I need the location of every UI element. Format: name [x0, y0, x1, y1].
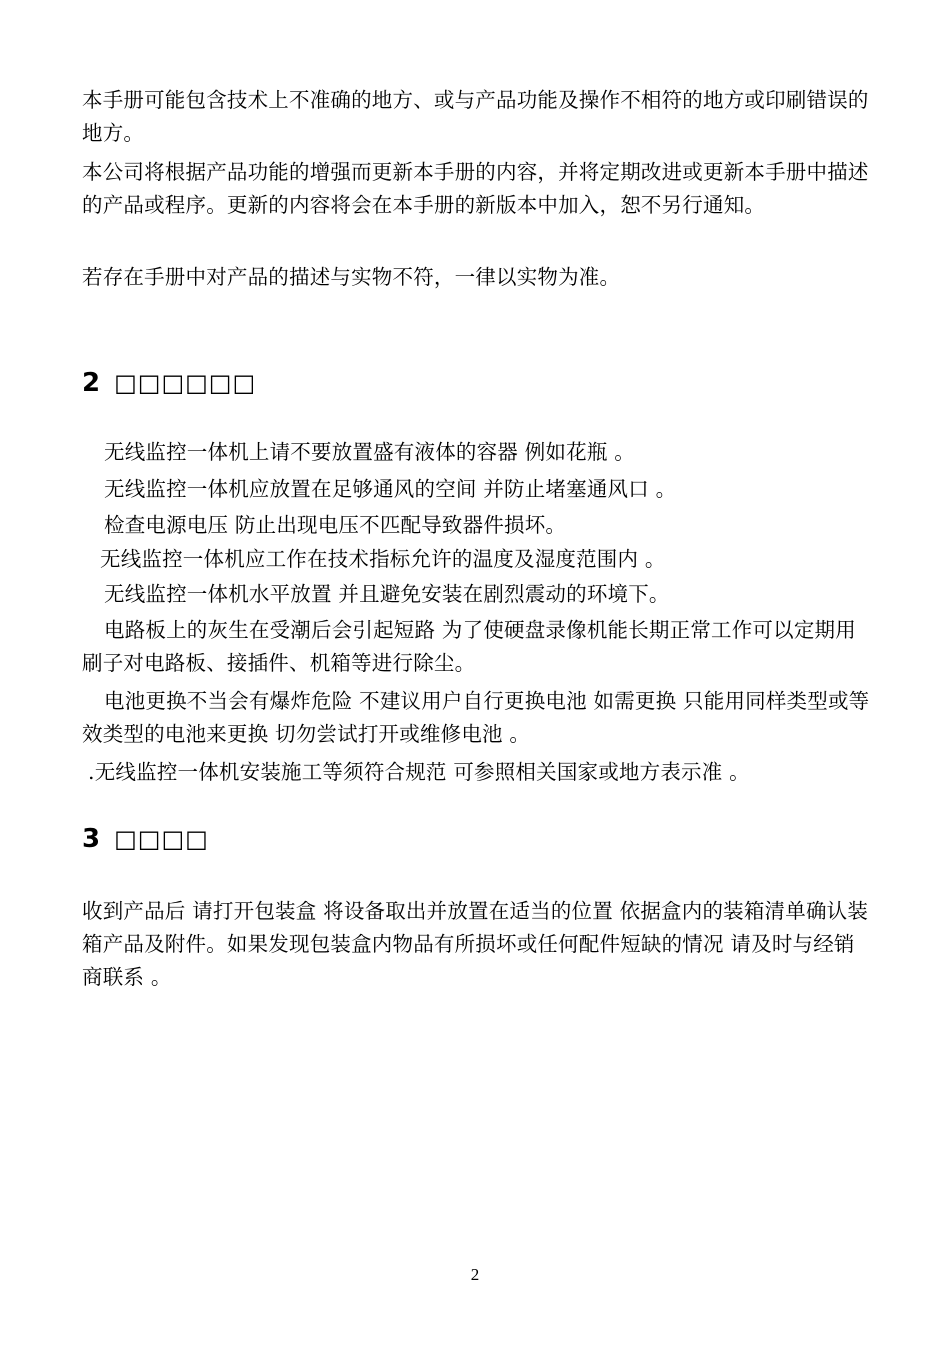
intro-paragraph-3: 若存在手册中对产品的描述与实物不符，一律以实物为准。: [82, 265, 621, 289]
section-3-number: 3: [82, 824, 101, 854]
section-2-heading: [82, 366, 256, 400]
section-3-title: □□□□: [114, 825, 209, 853]
safety-item: 无线监控一体机水平放置 并且避免安装在剧烈震动的环境下。: [104, 582, 670, 606]
safety-item: 无线监控一体机应工作在技术指标允许的温度及湿度范围内 。: [100, 547, 666, 571]
safety-item: 无线监控一体机上请不要放置盛有液体的容器 例如花瓶 。: [104, 440, 635, 464]
section-3-heading: [82, 822, 209, 856]
intro-paragraph-2: 本公司将根据产品功能的增强而更新本手册的内容，并将定期改进或更新本手册中描述的产品或程序。更新的内容将会在本手册的新版本中加入，恕不另行通知。: [82, 160, 869, 217]
intro-paragraph-1: 本手册可能包含技术上不准确的地方、或与产品功能及操作不相符的地方或印刷错误的地方。: [82, 88, 869, 145]
section-3-body: 收到产品后 请打开包装盒 将设备取出并放置在适当的位置 依据盒内的装箱清单确认装箱产品及附件。如果发现包装盒内物品有所损坏或任何配件短缺的情况 请及时与经销商联系 。: [82, 899, 869, 989]
page-number: 2: [470, 1265, 480, 1284]
section-2-title: □□□□□□: [114, 369, 257, 397]
safety-item: 电池更换不当会有爆炸危险 不建议用户自行更换电池 如需更换 只能用同样类型或等效类型的电池来更换 切勿尝试打开或维修电池 。: [82, 689, 870, 746]
safety-item: .无线监控一体机安装施工等须符合规范 可参照相关国家或地方表示准 。: [88, 760, 750, 784]
safety-item: 无线监控一体机应放置在足够通风的空间 并防止堵塞通风口 。: [104, 477, 677, 501]
section-2-number: 2: [82, 368, 101, 398]
safety-item: 电路板上的灰生在受潮后会引起短路 为了使硬盘录像机能长期正常工作可以定期用刷子对电路板、接插件、机箱等进行除尘。: [82, 618, 856, 675]
safety-item: 检查电源电压 防止出现电压不匹配导致器件损坏。: [104, 513, 567, 537]
